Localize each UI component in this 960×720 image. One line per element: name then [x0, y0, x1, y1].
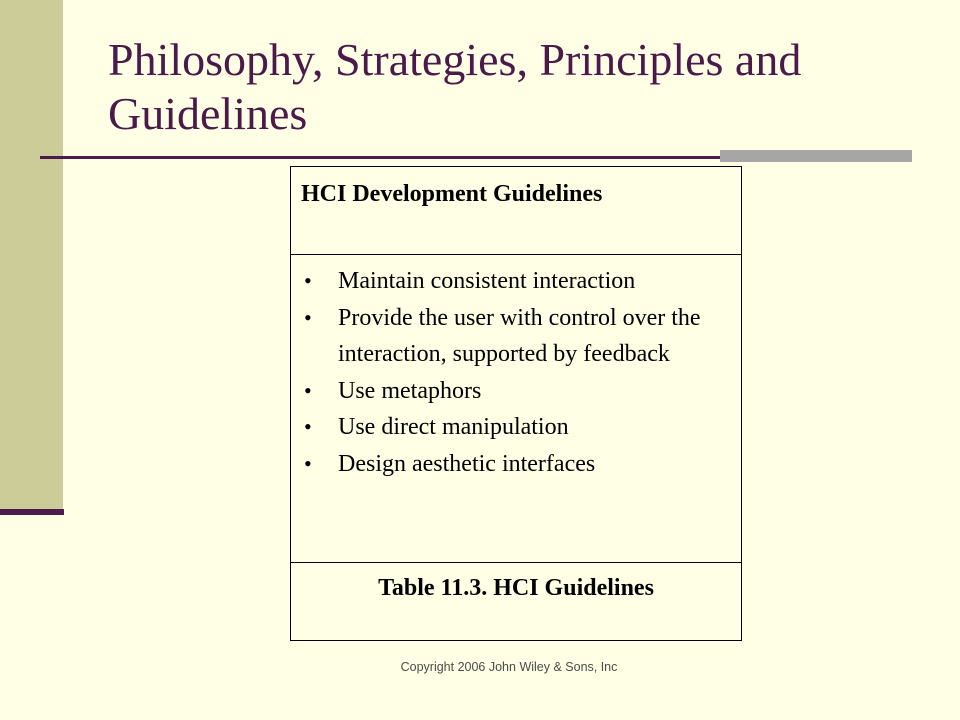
- bullet-icon: •: [304, 304, 312, 330]
- table-header-cell: [291, 167, 741, 255]
- list-item: [301, 263, 741, 300]
- list-item: [301, 409, 741, 446]
- guideline-text: Provide the user with control over the interaction, supported by feedback: [338, 304, 701, 367]
- left-accent-bar: [0, 0, 63, 512]
- title-divider-accent: [720, 150, 912, 162]
- list-item: [301, 373, 741, 410]
- slide-title: Philosophy, Strategies, Principles and Guidelines: [108, 34, 802, 139]
- list-item: [301, 446, 741, 483]
- copyright-notice: Copyright 2006 John Wiley & Sons, Inc: [400, 660, 618, 674]
- guideline-text: Use metaphors: [338, 377, 482, 404]
- table-caption-cell: [291, 563, 741, 642]
- table-header: HCI Development Guidelines: [301, 181, 603, 207]
- guideline-text: Use direct manipulation: [338, 414, 569, 440]
- guideline-text: Maintain consistent interaction: [338, 268, 636, 294]
- bullet-icon: •: [304, 377, 312, 403]
- table-body-cell: [291, 255, 741, 563]
- list-item: [301, 300, 741, 373]
- bullet-icon: •: [304, 450, 312, 476]
- guidelines-table: [290, 166, 742, 641]
- guideline-text: Design aesthetic interfaces: [338, 450, 596, 477]
- bullet-icon: •: [304, 414, 312, 439]
- left-accent-bar-base: [0, 509, 64, 515]
- guideline-list: [301, 263, 741, 482]
- title-divider: [40, 156, 720, 159]
- table-caption: Table 11.3. HCI Guidelines: [378, 575, 654, 601]
- bullet-icon: •: [304, 268, 312, 293]
